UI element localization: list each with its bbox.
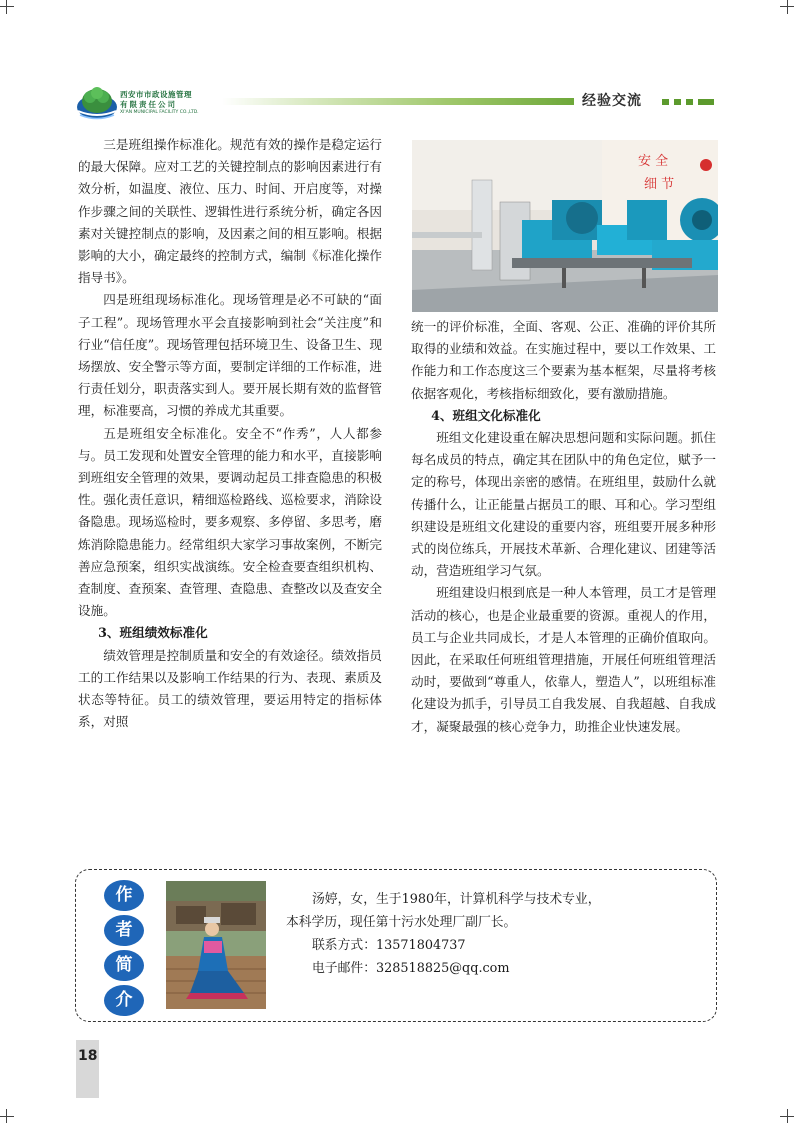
- company-logo: [76, 85, 216, 123]
- right-column: [411, 316, 716, 738]
- author-label-char: 作: [104, 880, 144, 911]
- logo-company-name: 西安市市政设施管理: [120, 90, 192, 99]
- paragraph: 四是班组现场标准化。现场管理是必不可缺的“面子工程”。现场管理水平会直接影响到社会“关注度”和行业“信任度”。现场管理包括环境卫生、设备卫生、现场摆放、安全警示等方面，要制定详细的工作标准，进行责任划分，职责落实到人。要开展长期有效的监督管理，标准要高，习惯的养成尤其重要。: [78, 292, 382, 419]
- left-column: [78, 134, 382, 733]
- logo-english-name: XI'AN MUNICIPAL FACILITY CO.,LTD.: [120, 110, 199, 115]
- author-email: 电子邮件：328518825@qq.com: [312, 961, 510, 976]
- sign-text-safety: 安 全: [638, 154, 669, 169]
- page-number: 18: [78, 1048, 98, 1064]
- header-square: [686, 99, 693, 105]
- section-title: 经验交流: [582, 93, 642, 109]
- header-square: [698, 99, 714, 105]
- header-gradient-bar: [222, 98, 574, 105]
- header-square: [662, 99, 669, 105]
- author-contact: 联系方式：13571804737: [312, 938, 466, 953]
- crop-mark: [787, 0, 788, 14]
- header-square: [674, 99, 681, 105]
- author-photo: [166, 881, 266, 1009]
- subheading: 3、班组绩效标准化: [98, 625, 208, 641]
- author-bio-line: 本科学历，现任第十污水处理厂副厂长。: [286, 915, 517, 930]
- crop-mark: [6, 0, 7, 14]
- subheading: 4、班组文化标准化: [431, 407, 541, 423]
- crop-mark: [0, 1116, 14, 1117]
- author-details: [286, 888, 706, 980]
- author-bio-line: 汤婷，女，生于1980年，计算机科学与技术专业，: [312, 892, 601, 907]
- paragraph: 三是班组操作标准化。规范有效的操作是稳定运行的最大保障。应对工艺的关键控制点的影响因素进行有效分析，如温度、液位、压力、时间、开启度等，对操作步骤之间的关联性、逻辑性进行系统分析，确定各因素对关键控制点的影响，及因素之间的相互影响。根据影响的大小，确定最终的控制方式，编制《标准化操作指导书》。: [78, 137, 382, 286]
- paragraph: 班组文化建设重在解决思想问题和实际问题。抓住每名成员的特点，确定其在团队中的角色定位，赋予一定的称号，体现出亲密的感情。在班组里，鼓励什么就传播什么，让正能量占据员工的眼、耳和心。学习型组织建设是班组文化建设的重要内容，班组要开展多种形式的岗位练兵，开展技术革新、合理化建议、团建等活动，营造班组学习气氛。: [411, 430, 716, 579]
- crop-mark: [780, 1116, 794, 1117]
- crop-mark: [0, 6, 14, 7]
- crop-mark: [780, 6, 794, 7]
- author-portrait-illustration: [166, 881, 266, 1009]
- author-label-char: 介: [104, 985, 144, 1016]
- sign-text-detail: 细 节: [644, 177, 675, 192]
- equipment-photo: [412, 140, 718, 312]
- paragraph: 班组建设归根到底是一种人本管理，员工才是管理活动的核心，也是企业最重要的资源。重视人的作用，员工与企业共同成长，才是人本管理的正确价值取向。因此，在采取任何班组管理措施，开展任何班组管理活动时，要做到“尊重人，依靠人，塑造人”，以班组标准化建设为抓手，引导员工自我发展、自我超越、自我成才，凝聚最强的核心竞争力，助推企业快速发展。: [411, 585, 716, 734]
- author-label-char: 者: [104, 915, 144, 946]
- logo-mark-icon: [76, 85, 118, 121]
- paragraph: 统一的评价标准，全面、客观、公正、准确的评价其所取得的业绩和效益。在实施过程中，要以工作效果、工作能力和工作态度这三个要素为基本框架，尽量将考核依据客观化，考核指标细致化，要有激励措施。: [411, 319, 716, 401]
- logo-company-type: 有限责任公司: [120, 100, 177, 109]
- pump-room-illustration: [412, 140, 718, 312]
- paragraph: 绩效管理是控制质量和安全的有效途径。绩效指员工的工作结果以及影响工作结果的行为、表现、素质及状态等特征。员工的绩效管理，要运用特定的指标体系，对照: [78, 647, 382, 730]
- paragraph: 五是班组安全标准化。安全不“作秀”，人人都参与。员工发现和处置安全管理的能力和水平，直接影响到班组安全管理的效果，要调动起员工排查隐患的积极性。强化责任意识，精细巡检路线、巡检要求，消除设备隐患。现场巡检时，要多观察、多停留、多思考，磨炼消除隐患能力。经常组织大家学习事故案例，不断完善应急预案，组织实战演练。安全检查要查组织机构、查制度、查预案、查管理、查隐患、查整改以及查安全设施。: [78, 425, 382, 619]
- author-label-char: 简: [104, 950, 144, 981]
